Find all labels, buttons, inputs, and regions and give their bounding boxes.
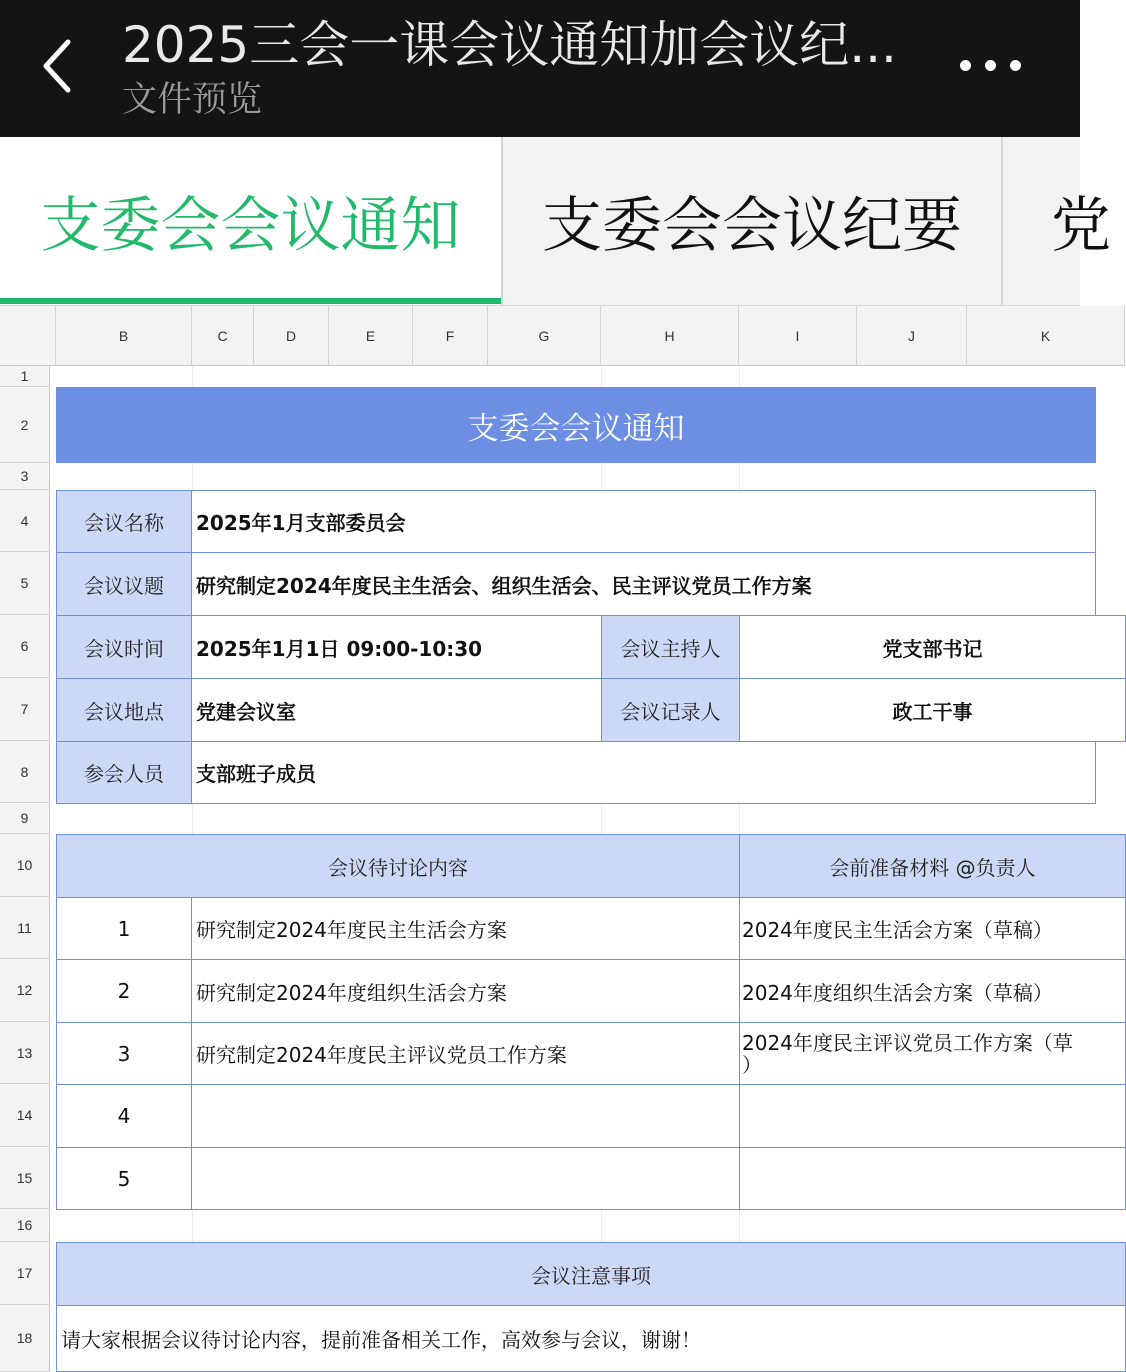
- meeting-topic-label[interactable]: 会议议题: [56, 552, 192, 616]
- row-header-8[interactable]: 8: [0, 741, 50, 803]
- agenda-item-content[interactable]: [191, 1084, 740, 1148]
- attendees-label[interactable]: 参会人员: [56, 741, 192, 804]
- meeting-recorder-label[interactable]: 会议记录人: [601, 678, 740, 742]
- meeting-name-label[interactable]: 会议名称: [56, 490, 192, 553]
- column-header-h[interactable]: H: [601, 306, 739, 366]
- column-header-j[interactable]: J: [857, 306, 967, 366]
- agenda-item-number[interactable]: 1: [56, 897, 192, 960]
- tab-party[interactable]: 党: [1051, 191, 1111, 261]
- agenda-item-number[interactable]: 4: [56, 1084, 192, 1148]
- row-header-12[interactable]: 12: [0, 959, 50, 1022]
- row-header-6[interactable]: 6: [0, 615, 50, 678]
- select-all-corner[interactable]: [0, 306, 56, 366]
- agenda-item-material[interactable]: 2024年度组织生活会方案（草稿）: [739, 959, 1126, 1023]
- agenda-item-number[interactable]: 5: [56, 1147, 192, 1210]
- column-header-c[interactable]: C: [192, 306, 254, 366]
- notes-header[interactable]: 会议注意事项: [56, 1242, 1126, 1306]
- meeting-host-value[interactable]: 党支部书记: [739, 615, 1126, 679]
- tab-divider: [1001, 137, 1003, 305]
- sheet-banner-title[interactable]: 支委会会议通知: [56, 387, 1096, 463]
- row-header-4[interactable]: 4: [0, 490, 50, 552]
- column-header-e[interactable]: E: [329, 306, 413, 366]
- row-header-11[interactable]: 11: [0, 897, 50, 959]
- agenda-materials-header[interactable]: 会前准备材料 @负责人: [739, 834, 1126, 898]
- document-title: 2025三会一课会议通知加会议纪...: [122, 16, 897, 74]
- row-header-17[interactable]: 17: [0, 1242, 50, 1305]
- sheet-tabs: [0, 137, 1111, 306]
- row-header-1[interactable]: 1: [0, 366, 50, 387]
- meeting-name-value[interactable]: 2025年1月支部委员会: [191, 490, 1096, 553]
- agenda-item-content[interactable]: 研究制定2024年度组织生活会方案: [191, 959, 740, 1023]
- tab-meeting-minutes[interactable]: 支委会会议纪要: [542, 191, 962, 261]
- row-header-2[interactable]: 2: [0, 387, 50, 463]
- column-header-d[interactable]: D: [254, 306, 329, 366]
- notes-text[interactable]: 请大家根据会议待讨论内容，提前准备相关工作，高效参与会议，谢谢！: [56, 1305, 1126, 1372]
- column-header-f[interactable]: F: [413, 306, 488, 366]
- row-header-5[interactable]: 5: [0, 552, 50, 615]
- tab-divider: [501, 137, 503, 305]
- agenda-content-header[interactable]: 会议待讨论内容: [56, 834, 740, 898]
- meeting-recorder-value[interactable]: 政工干事: [739, 678, 1126, 742]
- agenda-item-material[interactable]: [739, 1084, 1126, 1148]
- row-header-14[interactable]: 14: [0, 1084, 50, 1147]
- active-tab-indicator: [0, 298, 501, 304]
- column-header-k[interactable]: K: [967, 306, 1125, 366]
- meeting-place-label[interactable]: 会议地点: [56, 678, 192, 742]
- agenda-item-material: 2024年度民主评议党员工作方案（草: [742, 1030, 1073, 1055]
- agenda-item-content[interactable]: 研究制定2024年度民主生活会方案: [191, 897, 740, 960]
- app-bar: [0, 0, 1080, 137]
- column-header-b[interactable]: B: [56, 306, 192, 366]
- row-header-9[interactable]: 9: [0, 803, 50, 834]
- agenda-item-material[interactable]: [739, 1147, 1126, 1210]
- meeting-topic-value[interactable]: 研究制定2024年度民主生活会、组织生活会、民主评议党员工作方案: [191, 552, 1096, 616]
- row-header-7[interactable]: 7: [0, 678, 50, 741]
- meeting-host-label[interactable]: 会议主持人: [601, 615, 740, 679]
- row-header-13[interactable]: 13: [0, 1022, 50, 1084]
- attendees-value[interactable]: 支部班子成员: [191, 741, 1096, 804]
- row-header-3[interactable]: 3: [0, 463, 50, 490]
- row-header-16[interactable]: 16: [0, 1209, 50, 1242]
- back-arrow-icon[interactable]: [38, 36, 82, 96]
- agenda-item-number[interactable]: 3: [56, 1022, 192, 1085]
- column-header-i[interactable]: I: [739, 306, 857, 366]
- meeting-time-label[interactable]: 会议时间: [56, 615, 192, 679]
- agenda-item-material-wrap: ）: [742, 1052, 762, 1077]
- row-header-10[interactable]: 10: [0, 834, 50, 897]
- agenda-item-content[interactable]: 研究制定2024年度民主评议党员工作方案: [191, 1022, 740, 1085]
- tab-meeting-notice[interactable]: 支委会会议通知: [0, 137, 501, 305]
- row-header-18[interactable]: 18: [0, 1305, 50, 1372]
- row-header-15[interactable]: 15: [0, 1147, 50, 1209]
- column-header-g[interactable]: G: [488, 306, 601, 366]
- agenda-item-content[interactable]: [191, 1147, 740, 1210]
- document-subtitle: 文件预览: [122, 80, 263, 120]
- meeting-place-value[interactable]: 党建会议室: [191, 678, 602, 742]
- agenda-item-number[interactable]: 2: [56, 959, 192, 1023]
- spreadsheet[interactable]: [0, 306, 1080, 1372]
- meeting-time-value[interactable]: 2025年1月1日 09:00-10:30: [191, 615, 602, 679]
- agenda-item-material[interactable]: 2024年度民主生活会方案（草稿）: [739, 897, 1126, 960]
- more-options-icon[interactable]: [960, 50, 1030, 80]
- agenda-item-material-cell[interactable]: [739, 1022, 1126, 1085]
